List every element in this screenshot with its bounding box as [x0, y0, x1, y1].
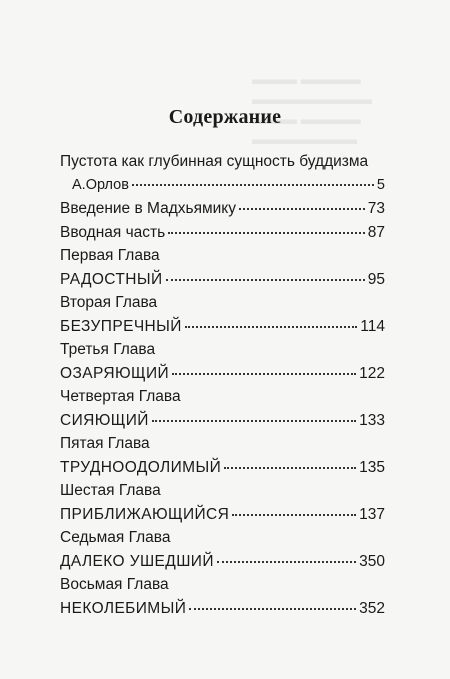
toc-entry-label: Третья Глава	[60, 341, 156, 358]
toc-entry	[60, 409, 385, 433]
toc-entry-label: Пустота как глубинная сущность буддизма	[60, 153, 369, 170]
toc-entry-label: Шестая Глава	[60, 482, 161, 499]
toc-entry-label: Вторая Глава	[60, 294, 158, 311]
dot-leader	[132, 184, 374, 186]
toc-entry-label: ОЗАРЯЮЩИЙ	[60, 364, 170, 382]
dot-leader	[189, 608, 356, 610]
toc-page-number: 137	[359, 505, 385, 523]
toc-entry	[60, 456, 385, 480]
toc-entry-label: СИЯЮЩИЙ	[60, 411, 149, 429]
toc-entry	[60, 197, 385, 221]
toc-entry-label: Седьмая Глава	[60, 529, 171, 546]
page-title: Содержание	[168, 106, 282, 128]
toc-entry-label: ДАЛЕКО УШЕДШИЙ	[60, 552, 214, 570]
toc-entry-label: ПРИБЛИЖАЮЩИЙСЯ	[60, 505, 230, 523]
toc-page-number: 87	[367, 223, 385, 241]
toc-entry-label: А.Орлов	[72, 176, 129, 193]
toc-entry	[60, 550, 385, 574]
toc-page-number: 114	[360, 317, 385, 335]
dot-leader	[152, 420, 356, 422]
toc-entry	[60, 221, 385, 245]
toc-entry	[60, 291, 385, 315]
toc-entry	[60, 268, 385, 292]
dot-leader	[185, 326, 357, 328]
toc-entry	[60, 150, 385, 174]
toc-page-number: 352	[359, 599, 385, 617]
toc-page-number: 5	[376, 176, 385, 193]
toc-entry	[60, 573, 385, 597]
bleed-through-text: ▬▬▬▬ ▬▬▬ ▬▬▬▬▬▬▬▬ ▬▬▬▬ ▬▬▬ ▬▬▬▬▬▬▬	[252, 72, 372, 148]
toc-entry	[60, 503, 385, 527]
toc-entry-label: Вводная часть	[60, 223, 166, 241]
toc-entry	[60, 526, 385, 550]
toc-entry-label: РАДОСТНЫЙ	[60, 270, 163, 288]
toc-entry-label: ТРУДНООДОЛИМЫЙ	[60, 458, 222, 476]
toc-page-number: 122	[359, 364, 385, 382]
toc-entry	[60, 338, 385, 362]
toc-entry-label: НЕКОЛЕБИМЫЙ	[60, 599, 187, 617]
toc-page-number: 73	[367, 200, 385, 217]
toc-entry	[60, 479, 385, 503]
dot-leader	[172, 373, 356, 375]
toc-page-number: 135	[359, 458, 385, 476]
table-of-contents	[60, 150, 385, 620]
dot-leader	[224, 467, 356, 469]
toc-entry-label: БЕЗУПРЕЧНЫЙ	[60, 317, 182, 335]
toc-entry	[60, 385, 385, 409]
toc-entry	[60, 315, 385, 339]
dot-leader	[166, 279, 365, 281]
dot-leader	[217, 561, 356, 563]
toc-entry-label: Восьмая Глава	[60, 576, 169, 593]
dot-leader	[232, 514, 356, 516]
toc-entry	[60, 432, 385, 456]
dot-leader	[168, 232, 365, 234]
toc-page-number: 350	[359, 552, 385, 570]
toc-entry-label: Введение в Мадхьямику	[60, 200, 237, 217]
toc-entry	[60, 362, 385, 386]
toc-entry	[60, 244, 385, 268]
toc-page-number: 95	[367, 270, 385, 288]
toc-page-number: 133	[359, 411, 385, 429]
toc-entry-label: Первая Глава	[60, 247, 160, 264]
toc-entry-label: Четвертая Глава	[60, 388, 181, 405]
toc-entry	[60, 174, 385, 198]
dot-leader	[239, 208, 365, 210]
toc-entry-label: Пятая Глава	[60, 435, 150, 452]
toc-entry	[60, 597, 385, 621]
